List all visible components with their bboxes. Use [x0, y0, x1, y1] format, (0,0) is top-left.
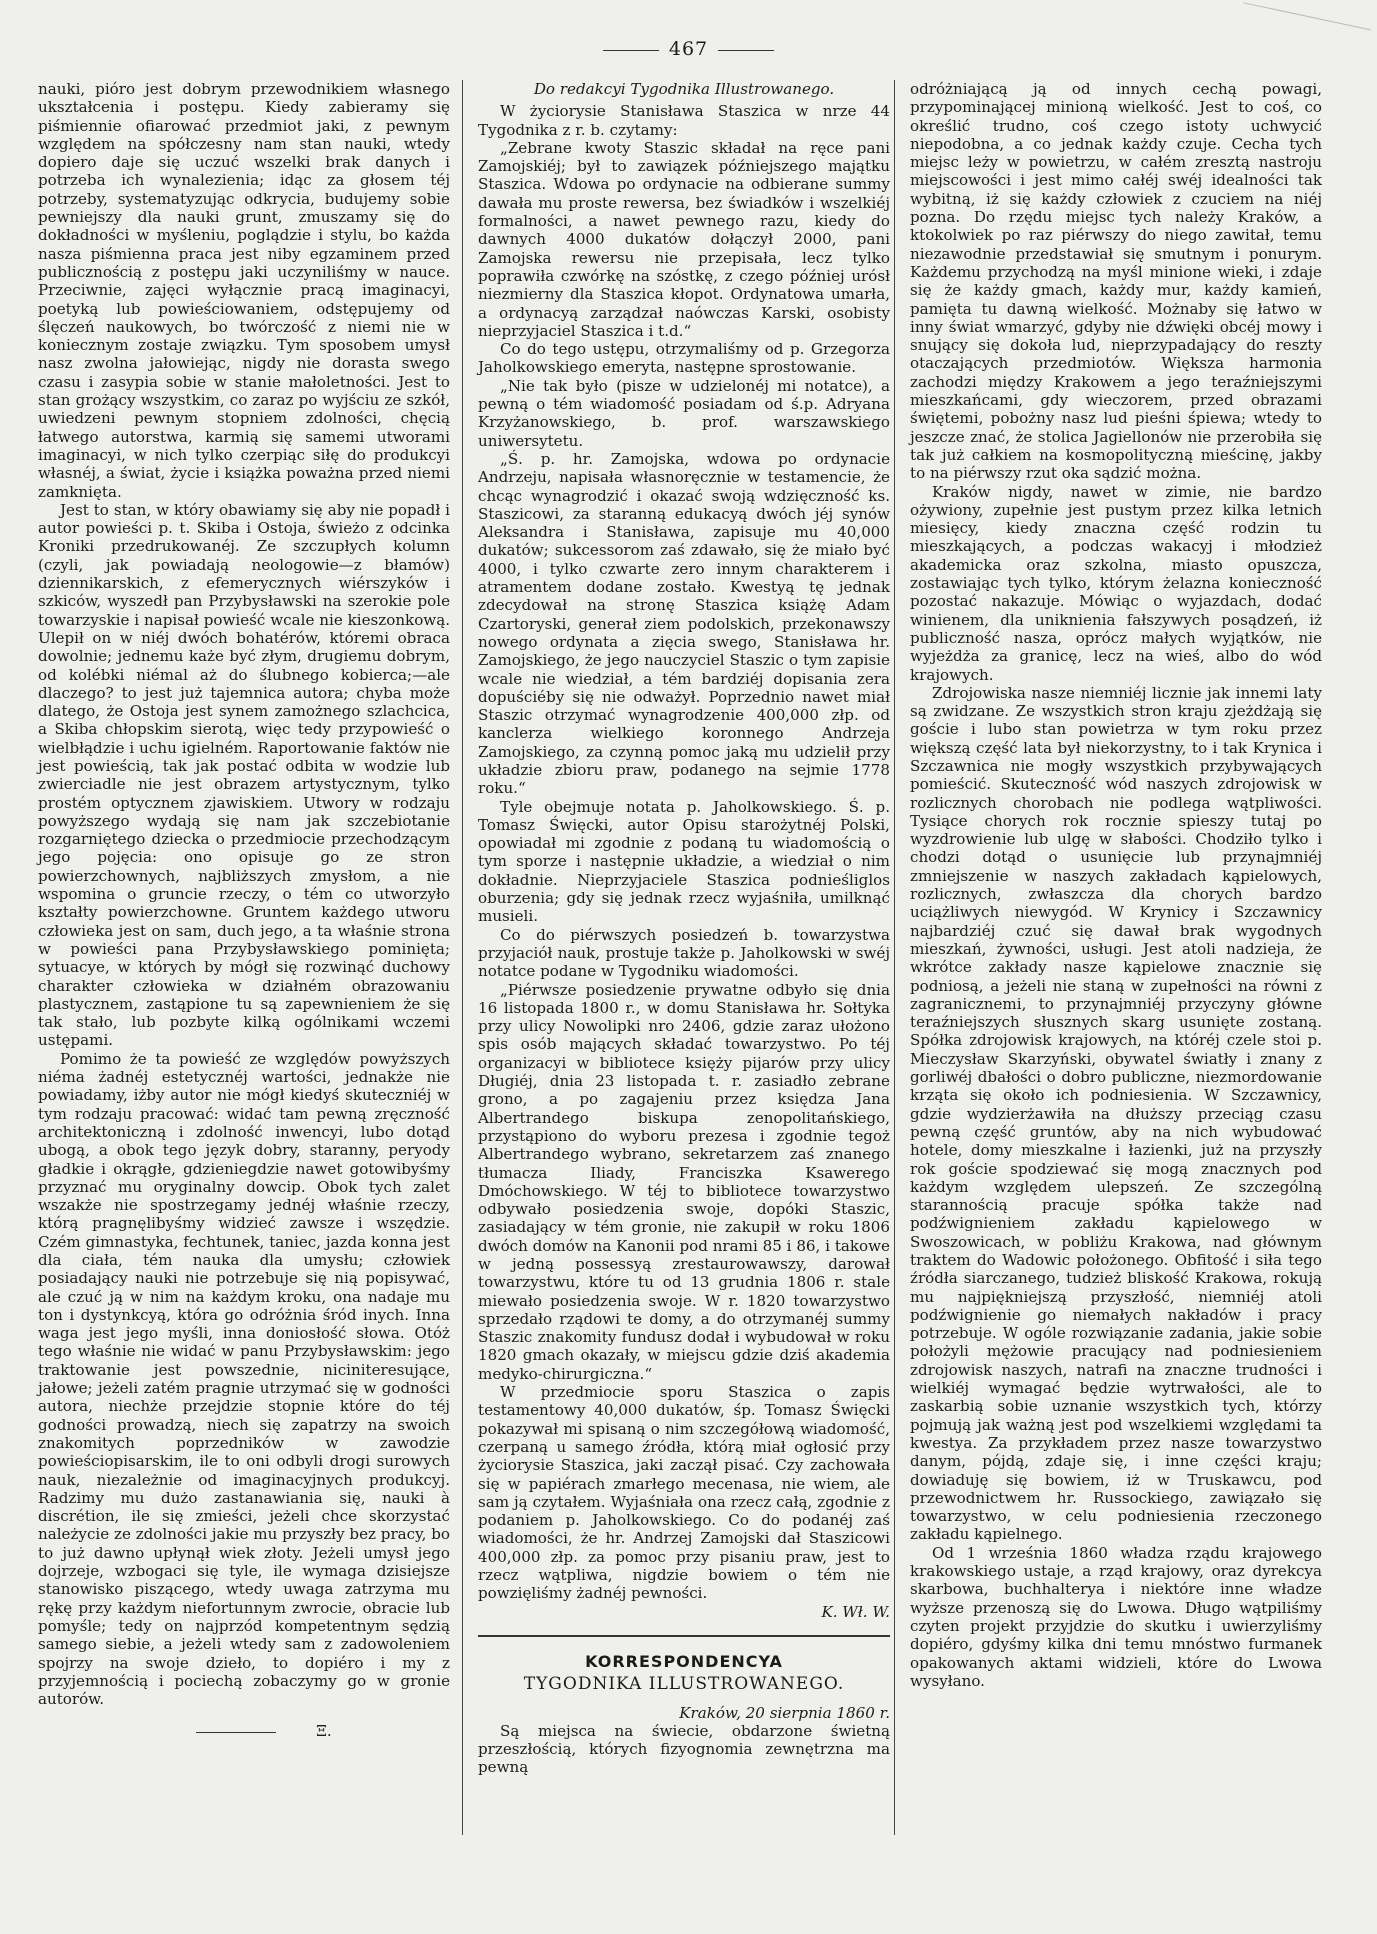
left-column [38, 80, 450, 1741]
right-paragraph-2: Kraków nigdy, nawet w zimie, nie bardzo ożywiony, zupełnie jest pustym przez kilka letnich miesięcy, kiedy znaczna część rodzin tu mieszkających, a podczas wakacyj i młodzież akademicka oraz szkolna, miasto opuszcza, zostawiając tych tylko, którym żelazna konieczność pozostać nakazuje. Mówiąc o wyjazdach, dodać winienem, dla uniknienia fałszywych posądzeń, iż publiczność nasza, oprócz małych wyjątków, nie wyjeżdża za granicę, lecz na wieś, albo do wód krajowych. [910, 482, 1322, 684]
right-column [910, 80, 1322, 1690]
right-paragraph-1: odróżniającą ją od innych cechą powagi, przypominającej minioną wielkość. Jest to coś, co określić trudno, coś czego istoty uchwycić niepodobna, a co jednak każdy czuje. Cecha tych miejsc leży w powietrzu, w całém zresztą nastroju miejscowości i jest mimo całéj swéj idealności tak wybitną, iż się każdy człowiek z czuciem na niéj pozna. Do rzędu miejsc tych należy Kraków, a ktokolwiek po raz piérwszy do niego zawitał, temu niezawodnie przedstawiał się smutnym i ponurym. Każdemu przychodzą na myśl minione wieki, i zdaje się że każdy gmach, każdy mur, każdy kamień, pamięta tu dawną wielkość. Możnaby się łatwo w inny świat wmarzyć, gdyby nie dźwięki obcéj mowy i snujący się dokoła lud, nieprzypadający do reszty otaczających przedmiotów. Większa harmonia zachodzi między Krakowem a jego teraźniejszymi mieszkańcami, gdy wieczorem, przed obrazami świętemi, pobożny nasz lud pieśni śpiewa; wtedy to jeszcze znać, że stolica Jagiellonów nie przerobiła się tak już całkiem na kosmopolityczną mieścinę, jakby to na piérwszy rzut oka sądzić można. [910, 80, 1322, 483]
scan-corner-mark [1243, 0, 1377, 30]
correspondence-subtitle: TYGODNIKA ILLUSTROWANEGO. [523, 1674, 845, 1695]
end-dash [196, 1732, 276, 1733]
left-end-mark [38, 1722, 450, 1740]
right-paragraph-3: Zdrojowiska nasze niemniéj licznie jak innemi laty są zwidzane. Ze wszystkich stron kraju zjeżdżają się goście i lubo stan powietrza w tym roku przez większą część lata był niekorzystny, to i tak Krynica i Szczawnica nie mogły wszystkich przybywających pomieścić. Skuteczność wód naszych zdrojowisk w rozlicznych chorobach nie podlega wątpliwości. Tysiące chorych rok rocznie spieszy tutaj po wyzdrowienie lub ulgę w słabości. Chodziło tylko i chodzi dotąd o usunięcie lub przynajmniéj zmniejszenie w naszych zakładach kąpielowych, rozlicznych, zwłaszcza dla chorych bardzo uciążliwych niewygód. W Krynicy i Szczawnicy najbardziéj czuć się dawał brak wygodnych mieszkań, żywności, usługi. Jest atoli nadzieja, że wkrótce zakłady nasze kąpielowe znacznie się podniosą, a jeżeli nie staną w zupełności na równi z zagranicznemi, to przynajmniéj przyczyny główne teraźniejszych słusznych skarg usunięte zostaną. Spółka zdrojowisk krajowych, na któréj czele stoi p. Mieczysław Skarzyński, obywatel światły i znany z gorliwéj dbałości o dobro publiczne, niezmordowanie krząta się około ich podniesienia. W Szczawnicy, gdzie wydzierżawiła na dłuższy przeciąg czasu pewną część gruntów, aby na nich wybudować hotele, domy mieszkalne i łazienki, już na przyszły rok goście spodziewać się mogą znacznych pod każdym względem ulepszeń. Ze szczególną starannością pracuje spółka także nad podźwignieniem zakładu kąpielowego w Swoszowicach, w pobliżu Krakowa, nad głównym traktem do Wadowic położonego. Obfitość i siła tego źródła siarczanego, tudzież bliskość Krakowa, rokują mu najpiękniejszą przyszłość, niemniéj atoli podźwignienie go niemałych nakładów i pracy potrzebuje. W ogóle rozwiązanie zadania, jakie sobie położyli mężowie pracujący nad podniesieniem zdrojowisk naszych, natrafi na znaczne trudności i wielkiéj wymagać będzie wytrwałości, ale to zaskarbią sobie uznanie wszystkich tych, którzy pojmują jak ważną jest pod wszelkiemi względami ta kwestya. Za przykładem przez nasze towarzystwo danym, pójdą, zdaje się, i inne części kraju; dowiaduję się bowiem, iż w Truskawcu, pod przewodnictwem hr. Russockiego, zawiązało się towarzystwo, w celu podniesienia rzeczonego zakładu kąpielnego. [910, 683, 1322, 1544]
left-paragraph-1: nauki, pióro jest dobrym przewodnikiem własnego ukształcenia i postępu. Kiedy zabieramy się piśmiennie ofiarować przedmiot jaki, z pewnym względem na spółczesny nam stan nauki, wtedy dopiero daje się uczuć wszelki brak danych i potrzeba ich wynalezienia; idąc za głosem téj potrzeby, systematyzując odkrycia, budujemy sobie pewniejszy dla nauki grunt, zmuszamy się do dokładności w myśleniu, poglądzie i stylu, bo każda nasza piśmienna praca jest niby egzaminem przed publicznością z postępu jaki uczyniliśmy w nauce. Przeciwnie, zajęci wyłącznie pracą imaginacyi, poetyką lub powieściowaniem, odstępujemy od ślęczeń naukowych, bo twórczość z niemi nie w koniecznym zostaje związku. Tym sposobem umysł nasz zwolna jałowiejąc, nigdy nie dorasta swego czasu i zasypia sobie w stanie małoletności. Jest to stan grożący wszystkim, co zaraz po wyjściu ze szkół, uwiedzeni pewnym stopniem zdolności, chęcią łatwego autorstwa, karmią się samemi utworami imaginacyi, w nich tylko czerpiąc siłę do produkcyi własnéj, a świat, życie i książka poważna przed niemi zamknięta. [38, 80, 450, 501]
middle-paragraph-4: „Nie tak było (pisze w udzielonéj mi notatce), a pewną o tém wiadomość posiadam od ś.p. Adryana Krzyżanowskiego, b. prof. warszawskiego uniwersytetu. [478, 376, 890, 450]
page-number-rule-right [718, 50, 774, 51]
left-paragraph-3: Pomimo że ta powieść ze względów powyższych niéma żadnéj estetycznéj wartości, jednakże nie powiadamy, iżby autor nie mógł kiedyś skuteczniéj w tym rodzaju pracować: widać tam pewną zręczność architektoniczną i zdolność inwencyi, lubo dotąd ubogą, a obok tego język dobry, staranny, peryody gładkie i okrągłe, gdzieniegdzie nawet gotowibyśmy przyznać mu oryginalny dowcip. Obok tych zalet wszakże nie spostrzegamy jednéj właśnie rzeczy, którą pragnęlibyśmy widzieć zawsze i wszędzie. Czém gimnastyka, fechtunek, taniec, jazda konna jest dla ciała, tém nauka dla umysłu; człowiek posiadający nauki nie potrzebuje się nią popisywać, ale czuć ją w nim na każdym kroku, ona nadaje mu ton i dystynkcyą, która go odróżnia śród inych. Inna waga jest jego myśli, inna doniosłość słowa. Otóż tego właśnie nie widać w panu Przybysławskim: jego traktowanie jest powszednie, niciniteresujące, jałowe; jeżeli zatém pragnie utrzymać się w godności autora, niechże przejdzie stopnie które do téj godności prowadzą, niech się zapatrzy na swoich znakomitych poprzedników w zawodzie powieściopisarskim, ile to oni odbyli drogi surowych nauk, niezależnie od imaginacyjnych produkcyj. Radzimy mu dużo zastanawiania się, nauki à discrétion, ile się zmieści, jeżeli chce skorzystać należycie ze zdolności jakie mu przyszły bez pracy, bo to już dawno upłynął wiek złoty. Jeżeli umysł jego dojrzeje, wzbogaci się tyle, ile wymaga dzisiejsze stanowisko piszącego, wtedy uwaga zatrzyma mu rękę przy każdym niefortunnym zwrocie, obracie lub pomyśle; tedy on najprzód kompetentnym sędzią samego siebie, a jeżeli wtedy sam z zadowoleniem spojrzy na swoje dzieło, to dopiéro i my z przyjemnością i pociechą zobaczymy go w gronie autorów. [38, 1049, 450, 1709]
middle-paragraph-3: Co do tego ustępu, otrzymaliśmy od p. Grzegorza Jaholkowskiego emeryta, następne sprostowanie. [478, 340, 890, 377]
column-rule-right [894, 80, 895, 1835]
page-number [0, 38, 1377, 60]
middle-paragraph-6: Tyle obejmuje notata p. Jaholkowskiego. Ś. p. Tomasz Święcki, autor Opisu starożytnéj Polski, opowiadał mi zgodnie z podaną tu wiadomością o tym sporze i następnie układzie, a wiedział o nim dokładnie. Nieprzyjaciele Staszica podnieśliglos oburzenia; gdy się jednak rzecz wyjaśniła, umilknąć musieli. [478, 797, 890, 926]
middle-paragraph-2: „Zebrane kwoty Staszic składał na ręce pani Zamojskiéj; był to zawiązek późniejszego majątku Staszica. Wdowa po ordynacie na odbierane summy dawała mu proste rewersa, bez świadków i wszelkiéj formalności, a nawet pewnego razu, kiedy do dawnych 4000 dukatów dołączył 2000, pani Zamojska rewersu nie przepisała, lecz tylko poprawiła czwórkę na szóstkę, z czego później urósł niezmierny dla Staszica kłopot. Ordynatowa umarła, a ordynacyą zarządzał naówczas Karski, osobisty nieprzyjaciel Staszica i t.d.“ [478, 138, 890, 340]
page-number-rule-left [603, 50, 659, 51]
middle-paragraph-7: Co do piérwszych posiedzeń b. towarzystwa przyjaciół nauk, prostuje także p. Jaholkowski w swéj notatce podane w Tygodniku wiadomości. [478, 925, 890, 981]
left-paragraph-2: Jest to stan, w który obawiamy się aby nie popadł i autor powieści p. t. Skiba i Ostoja, świeżo z odcinka Kroniki przedrukowanéj. Ze szczupłych kolumn (czyli, jak powiadają neologowie—z błamów) dziennikarskich, z efemerycznych wiérszyków i szkiców, wyszedł pan Przybysławski na szerokie pole towarzyskie i napisał powieść wcale nie kieszonkową. Ulepił on w niéj dwóch bohatérów, któremi obraca dowolnie; jednemu każe być złym, drugiemu dobrym, od kolébki niémal aż do ślubnego kobierca;—ale dlaczego? to jest już tajemnica autora; chyba może dlatego, że Ostoja jest synem zamożnego szlachcica, a Skiba chłopskim sierotą, więc tedy przypowieść o wielbłądzie i uchu igielném. Raportowanie faktów nie jest powieścią, tak jak postać odbita w wodzie lub zwierciadle nie jest obrazem artystycznym, tylko prostém optycznem zjawiskiem. Utwory w rodzaju powyższego wydają się nam jak szczebiotanie rozgarniętego dziecka o przedmiocie przechodzącym jego pojęcia: ono opisuje go ze stron powierzchownych, najbliższych zmysłom, a nie wspomina o gruncie rzeczy, o tém co utworzyło kształty powierzchowne. Gruntem każdego utworu człowieka jest on sam, duch jego, a ta właśnie strona w powieści pana Przybysławskiego pominięta; sytuacye, w których by mógł się rozwinąć duchowy charakter człowieka w działném obrazowaniu plastycznem, zastąpione tu są zapewnieniem że się tak stało, lub pozbyte kilką ogólnikami wczemi ustępami. [38, 500, 450, 1050]
correspondence-paragraph: Są miejsca na świecie, obdarzone świetną przeszłością, których fizyognomia zewnętrzna ma pewną [478, 1721, 890, 1777]
middle-paragraph-9: W przedmiocie sporu Staszica o zapis testamentowy 40,000 dukatów, śp. Tomasz Święcki pokazywał mi spisaną o nim szczegółową wiadomość, czerpaną u samego źródła, którą miał ogłosić przy życiorysie Staszica, jaki zaczął pisać. Czy zachowała się w papiérach zmarłego mecenasa, nie wiem, ale sam ją czytałem. Wyjaśniała ona rzecz całą, zgodnie z podaniem p. Jaholkowskiego. Co do podanéj zaś wiadomości, że hr. Andrzej Zamojski dał Staszicowi 400,000 złp. za pomoc przy pisaniu praw, jest to rzecz wątpliwa, nigdzie bowiem o tém nie powzięliśmy żadnéj pewności. [478, 1383, 890, 1603]
middle-paragraph-1: W życiorysie Stanisława Staszica w nrze 44 Tygodnika z r. b. czytamy: [478, 102, 890, 139]
correspondence-dateline: Kraków, 20 sierpnia 1860 r. [679, 1703, 890, 1722]
page-number-text: 467 [668, 38, 709, 60]
middle-paragraph-8: „Piérwsze posiedzenie prywatne odbyło się dnia 16 listopada 1800 r., w domu Stanisława hr. Sołtyka przy ulicy Nowolipki nro 2406, gdzie zaraz ułożono spis osób mających składać towarzystwo. Po téj organizacyi w bibliotece księży pijarów przy ulicy Długiéj, dnia 23 listopada t. r. zasiadło zebrane grono, a po zagajeniu przez księdza Jana Albertrandego biskupa zenopolitańskiego, przystąpiono do wyboru prezesa i zgodnie tegoż Albertrandego wybrano, sekretarzem zaś znanego tłumacza Iliady, Franciszka Ksawerego Dmóchowskiego. W téj to bibliotece towarzystwo odbywało posiedzenia swoje, dopóki Staszic, zasiadający w tém gronie, nie zakupił w roku 1806 dwóch domów na Kanonii pod nrami 85 i 86, i takowe w jedną possessyą zrestaurowawszy, darował towarzystwu, które tu od 13 grudnia 1806 r. stale miewało posiedzenia swoje. W r. 1820 towarzystwo sprzedało rządowi te domy, a do otrzymanéj summy Staszic znakomity fundusz dodał i wybudował w roku 1820 gmach okazały, w miejscu gdzie dziś akademia medyko-chirurgiczna.“ [478, 980, 890, 1383]
middle-column [478, 80, 890, 1777]
right-paragraph-4: Od 1 września 1860 władza rządu krajowego krakowskiego ustaje, a rząd krajowy, oraz dyrekcya skarbowa, buchhalterya i niektóre inne władze wyższe przenoszą się do Lwowa. Długo wątpiliśmy czyten projekt przyjdzie do skutku i uwierzyliśmy dopiéro, gdyśmy kilka dni temu mnóstwo furmanek opakowanych aktami widzieli, które do Lwowa wysyłano. [910, 1543, 1322, 1690]
letter-signature: K. Wł. W. [821, 1602, 890, 1621]
section-divider [478, 1635, 890, 1637]
correspondence-title: KORRESPONDENCYA [585, 1651, 783, 1671]
letter-heading: Do redakcyi Tygodnika Illustrowanego. [533, 80, 835, 98]
middle-paragraph-5: „Ś. p. hr. Zamojska, wdowa po ordynacie Andrzeju, napisała własnoręcznie w testamencie, że chcąc wynagrodzić i okazać swoją wdzięczność ks. Staszicowi, za staranną edukacyą dwóch jéj synów Aleksandra i Stanisława, zapisuje mu 40,000 dukatów; sukcessorom zaś zdawało, się że miało być 4000, i tylko czwarte zero innym charakterem i atramentem dodane zostało. Kwestyą tę jednak zdecydował na stronę Staszica książę Adam Czartoryski, generał ziem podolskich, przekonawszy nowego ordynata a zięcia swego, Stanisława hr. Zamojskiego, że jego nauczyciel Staszic o tym zapisie wcale nie wiedział, a tém bardziéj dopisania zera dopuściéby się nie odważył. Poprzednio nawet miał Staszic otrzymać wynagrodzenie 400,000 złp. od kanclerza wielkiego koronnego Andrzeja Zamojskiego, za czynną pomoc jaką mu udzielił przy układzie zbioru praw, podanego na sejmie 1778 roku.“ [478, 449, 890, 798]
column-rule-left [462, 80, 463, 1835]
end-mark-text: Ξ. [316, 1722, 332, 1741]
